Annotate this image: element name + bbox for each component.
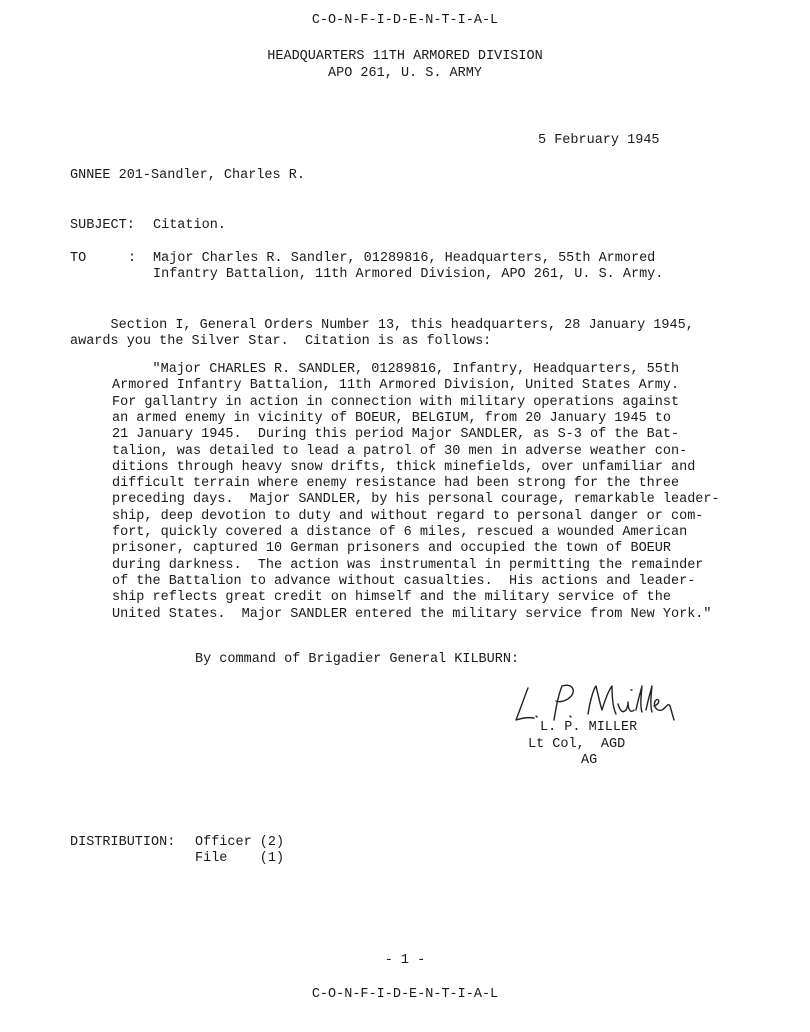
to-label: TO <box>70 251 87 266</box>
citation-line: an armed enemy in vicinity of BOEUR, BELGIUM, from 20 January 1945 to <box>112 410 671 426</box>
distribution-item: File (1) <box>195 851 285 866</box>
citation-line: United States. Major SANDLER entered the military service from New York." <box>112 606 712 622</box>
citation-line: ditions through heavy snow drifts, thick minefields, over unfamiliar and <box>112 459 696 475</box>
distribution-item: Officer (2) <box>195 835 285 850</box>
letter-date: 5 February 1945 <box>538 133 660 148</box>
to-line: Infantry Battalion, 11th Armored Division, APO 261, U. S. Army. <box>153 267 664 282</box>
citation-line: 21 January 1945. During this period Major SANDLER, as S-3 of the Bat- <box>112 427 680 443</box>
citation-line: talion, was detailed to lead a patrol of 30 men in adverse weather con- <box>112 443 688 459</box>
citation-line: difficult terrain where enemy resistance had been strong for the three <box>112 476 680 492</box>
citation-line: ship, deep devotion to duty and without regard to personal danger or com- <box>112 508 704 524</box>
citation-line: preceding days. Major SANDLER, by his personal courage, remarkable leader- <box>112 492 720 508</box>
intro-line: Section I, General Orders Number 13, this headquarters, 28 January 1945, <box>70 318 694 333</box>
subject-label: SUBJECT: <box>70 218 135 233</box>
citation-line: ship reflects great credit on himself and the military service of the <box>112 590 671 606</box>
citation-line: Armored Infantry Battalion, 11th Armored Division, United States Army. <box>112 378 680 394</box>
citation-line: prisoner, captured 10 German prisoners and occupied the town of BOEUR <box>112 541 671 557</box>
signer-role: AG <box>581 753 598 768</box>
classification-top: C-O-N-F-I-D-E-N-T-I-A-L <box>311 13 499 28</box>
command-line: By command of Brigadier General KILBURN: <box>195 652 520 667</box>
to-line: Major Charles R. Sandler, 01289816, Headquarters, 55th Armored <box>153 251 656 266</box>
citation-line: For gallantry in action in connection with military operations against <box>112 394 680 410</box>
intro-line: awards you the Silver Star. Citation is as follows: <box>70 334 492 349</box>
signer-rank: Lt Col, AGD <box>528 737 626 752</box>
file-reference: GNNEE 201-Sandler, Charles R. <box>70 168 305 183</box>
apo-line: APO 261, U. S. ARMY <box>328 66 482 81</box>
hq-line: HEADQUARTERS 11TH ARMORED DIVISION <box>267 49 543 64</box>
classification-bottom: C-O-N-F-I-D-E-N-T-I-A-L <box>311 987 499 1002</box>
citation-line: "Major CHARLES R. SANDLER, 01289816, Infantry, Headquarters, 55th <box>112 362 680 377</box>
to-colon: : <box>128 251 137 266</box>
citation-line: fort, quickly covered a distance of 6 miles, rescued a wounded American <box>112 525 688 540</box>
signer-name: L. P. MILLER <box>540 720 638 735</box>
distribution-label: DISTRIBUTION: <box>70 835 176 850</box>
citation-line: of the Battalion to advance without casualties. His actions and leader- <box>112 573 696 589</box>
subject-value: Citation. <box>153 218 226 233</box>
citation-line: during darkness. The action was instrumental in permitting the remainder <box>112 557 704 573</box>
page-number: - 1 - <box>384 953 426 968</box>
